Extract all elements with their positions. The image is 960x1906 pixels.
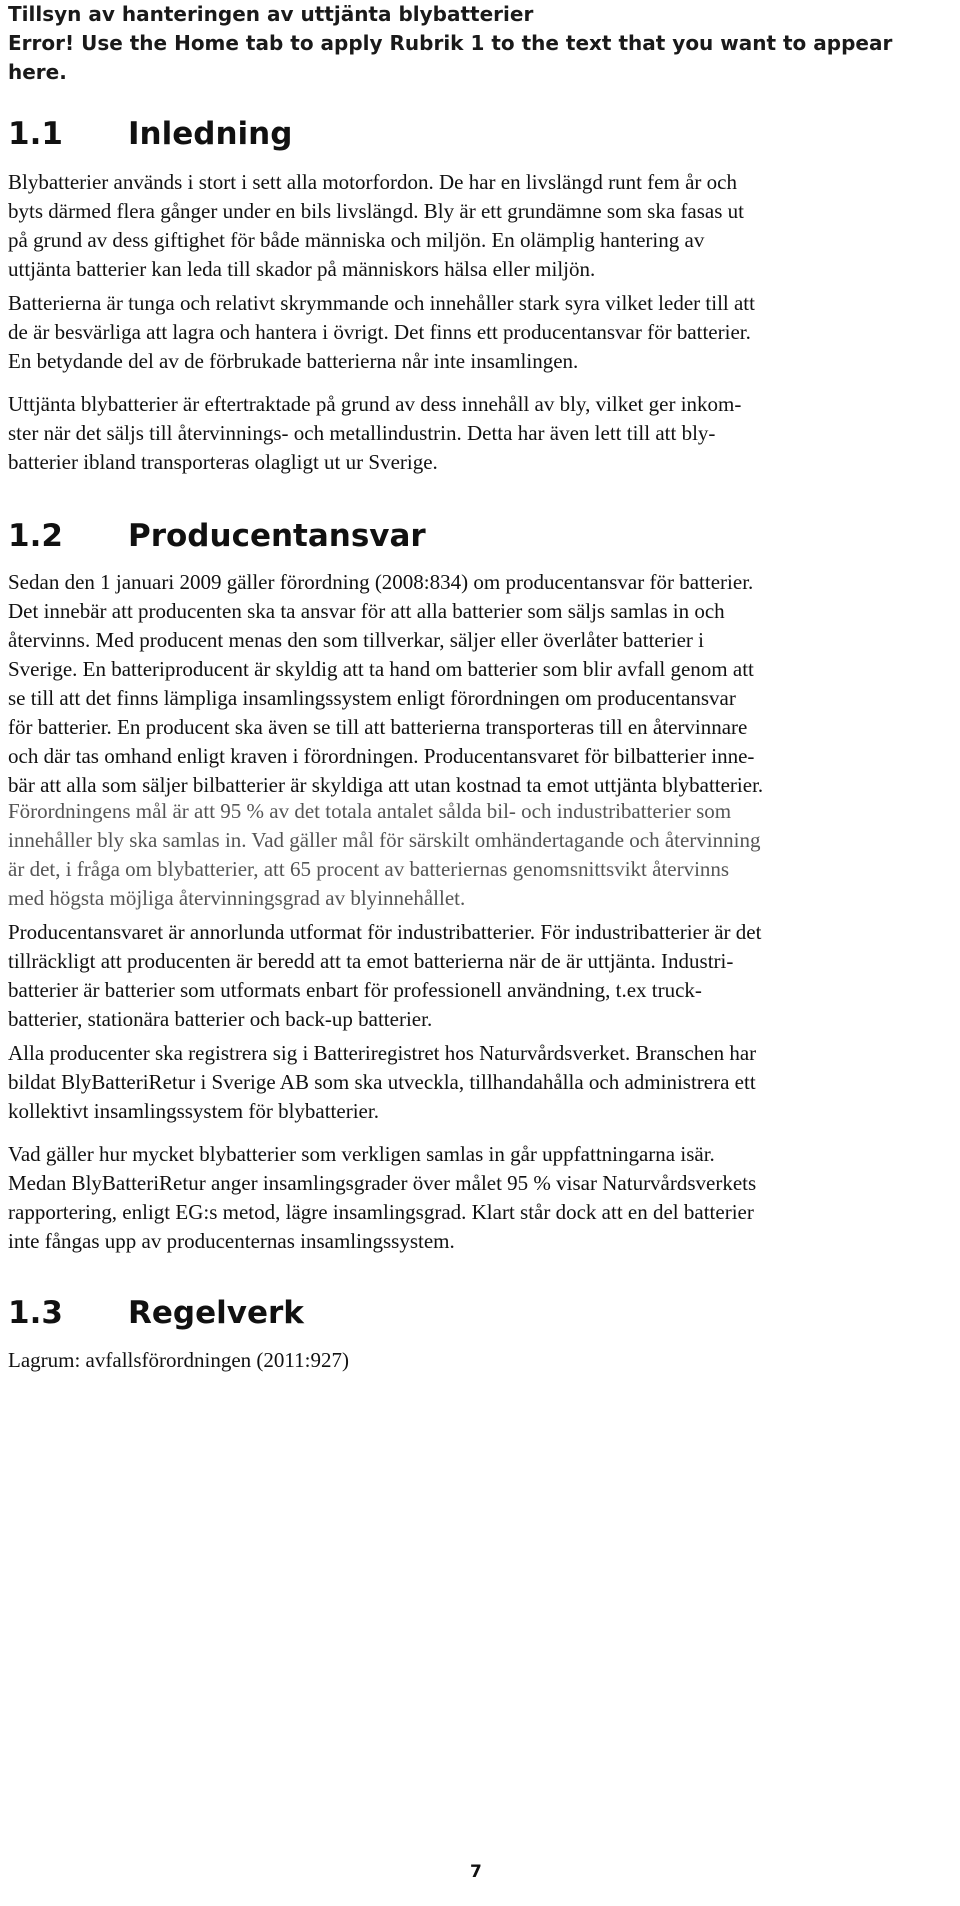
text-line: uttjänta batterier kan leda till skador på människors hälsa eller miljön. xyxy=(8,257,596,281)
text-line: bär att alla som säljer bilbatterier är skyldiga att utan kostnad ta emot uttjänta blybatterier. xyxy=(8,773,764,797)
text-line: kollektivt insamlingssystem för blybatterier. xyxy=(8,1099,379,1123)
paragraph xyxy=(8,1039,948,1126)
section-title: Regelverk xyxy=(128,1295,304,1331)
text-line: tillräckligt att producenten är beredd att ta emot batterierna när de är uttjänta. Industri- xyxy=(8,949,734,973)
text-line: ster när det säljs till återvinnings- och metallindustrin. Detta har även lett till att bly- xyxy=(8,421,716,445)
text-line: inte fångas upp av producenternas insamlingssystem. xyxy=(8,1229,455,1253)
section-number: 1.3 xyxy=(8,1295,63,1331)
header-title: Tillsyn av hanteringen av uttjänta blybatterier xyxy=(8,2,534,26)
paragraph xyxy=(8,568,948,800)
paragraph xyxy=(8,168,948,284)
text-line: de är besvärliga att lagra och hantera i övrigt. Det finns ett producentansvar för batterier. xyxy=(8,320,751,344)
text-line: Det innebär att producenten ska ta ansvar för att alla batterier som säljs samlas in och xyxy=(8,599,725,623)
text-line: Medan BlyBatteriRetur anger insamlingsgrader över målet 95 % visar Naturvårdsverkets xyxy=(8,1171,757,1195)
text-line: Sedan den 1 januari 2009 gäller förordning (2008:834) om producentansvar för batterier. xyxy=(8,570,754,594)
section-title: Producentansvar xyxy=(128,518,426,554)
section-number: 1.2 xyxy=(8,518,63,554)
text-line: byts därmed flera gånger under en bils livslängd. Bly är ett grundämne som ska fasas ut xyxy=(8,199,744,223)
section-number: 1.1 xyxy=(8,116,63,152)
text-line: Vad gäller hur mycket blybatterier som verkligen samlas in går uppfattningarna isär. xyxy=(8,1142,715,1166)
text-line: rapportering, enligt EG:s metod, lägre insamlingsgrad. Klart står dock att en del batterier xyxy=(8,1200,754,1224)
section-title: Inledning xyxy=(128,116,293,152)
text-line: med högsta möjliga återvinningsgrad av blyinnehållet. xyxy=(8,886,466,910)
text-line: Blybatterier används i stort i sett alla motorfordon. De har en livslängd runt fem år och xyxy=(8,170,737,194)
heading-producentansvar xyxy=(8,516,948,556)
text-line: är det, i fråga om blybatterier, att 65 procent av batteriernas genomsnittsvikt återvinns xyxy=(8,857,730,881)
text-line: batterier ibland transporteras olagligt ut ur Sverige. xyxy=(8,450,438,474)
text-line: En betydande del av de förbrukade batterierna når inte insamlingen. xyxy=(8,349,579,373)
text-line: Lagrum: avfallsförordningen (2011:927) xyxy=(8,1348,349,1372)
text-line: Alla producenter ska registrera sig i Batteriregistret hos Naturvårdsverket. Branschen har xyxy=(8,1041,757,1065)
paragraph xyxy=(8,1140,948,1256)
page-number: 7 xyxy=(470,1862,482,1882)
running-header xyxy=(8,0,948,87)
text-line: för batterier. En producent ska även se till att batterierna transporteras till en återvinnare xyxy=(8,715,748,739)
heading-regelverk xyxy=(8,1293,948,1333)
text-line: Förordningens mål är att 95 % av det totala antalet sålda bil- och industribatterier som xyxy=(8,799,732,823)
text-line: se till att det finns lämpliga insamlingssystem enligt förordningen om producentansvar xyxy=(8,686,736,710)
paragraph xyxy=(8,918,948,1034)
text-line: återvinns. Med producent menas den som tillverkar, säljer eller överlåter batterier i xyxy=(8,628,704,652)
text-line: och där tas omhand enligt kraven i förordningen. Producentansvaret för bilbatterier inne- xyxy=(8,744,755,768)
text-line: batterier, stationära batterier och back-up batterier. xyxy=(8,1007,433,1031)
text-line: Producentansvaret är annorlunda utformat för industribatterier. För industribatterier är det xyxy=(8,920,762,944)
paragraph xyxy=(8,390,948,477)
text-line: Sverige. En batteriproducent är skyldig att ta hand om batterier som blir avfall genom att xyxy=(8,657,754,681)
heading-inledning xyxy=(8,114,948,154)
text-line: innehåller bly ska samlas in. Vad gäller mål för särskilt omhändertagande och återvinning xyxy=(8,828,761,852)
text-line: Batterierna är tunga och relativt skrymmande och innehåller stark syra vilket leder till att xyxy=(8,291,755,315)
text-line: på grund av dess giftighet för både människa och miljön. En olämplig hantering av xyxy=(8,228,705,252)
paragraph xyxy=(8,289,948,376)
paragraph xyxy=(8,1346,948,1375)
header-error-line: Error! Use the Home tab to apply Rubrik 1 to the text that you want to appear here. xyxy=(8,31,893,84)
text-line: batterier är batterier som utformats enbart för professionell användning, t.ex truck- xyxy=(8,978,702,1002)
text-line: Uttjänta blybatterier är eftertraktade på grund av dess innehåll av bly, vilket ger inkom- xyxy=(8,392,742,416)
text-line: bildat BlyBatteriRetur i Sverige AB som ska utveckla, tillhandahålla och administrera ett xyxy=(8,1070,756,1094)
paragraph xyxy=(8,797,948,913)
